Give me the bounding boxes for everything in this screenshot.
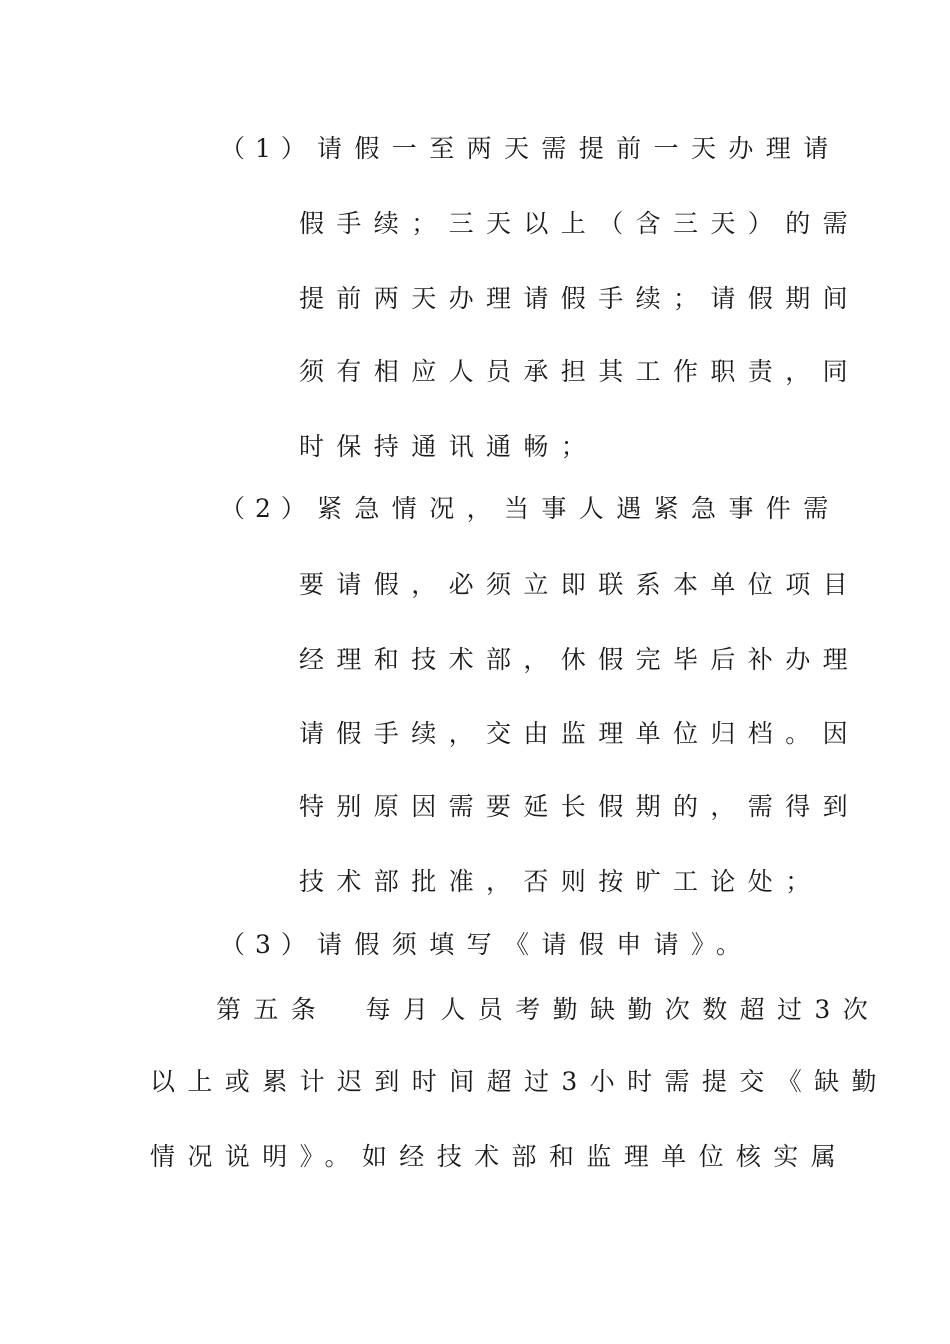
item-2-line-5: 特别原因需要延长假期的，需得到	[299, 792, 861, 821]
item-2-line-1: 紧急情况，当事人遇紧急事件需	[317, 494, 841, 523]
article-line-1: 第五条 每月人员考勤缺勤次数超过3次	[216, 995, 881, 1024]
item-3-marker: （3）	[220, 930, 316, 959]
item-2-marker: （2）	[220, 494, 316, 523]
item-2-line-3: 经理和技术部，休假完毕后补办理	[299, 645, 861, 674]
item-2-line-6: 技术部批准，否则按旷工论处；	[299, 867, 823, 896]
item-1-line-5: 时保持通讯通畅；	[299, 432, 599, 461]
item-1-line-2: 假手续；三天以上（含三天）的需	[299, 209, 861, 238]
item-1-line-4: 须有相应人员承担其工作职责，同	[299, 357, 861, 386]
article-line-3: 情况说明》。如经技术部和监理单位核实属	[150, 1142, 849, 1171]
item-1-marker: （1）	[220, 134, 316, 163]
item-1-line-3: 提前两天办理请假手续；请假期间	[299, 284, 861, 313]
article-line-2: 以上或累计迟到时间超过3小时需提交《缺勤	[150, 1067, 889, 1096]
item-1-line-1: 请假一至两天需提前一天办理请	[317, 134, 841, 163]
item-2-line-4: 请假手续，交由监理单位归档。因	[299, 719, 861, 748]
item-3-line-1: 请假须填写《请假申请》。	[317, 930, 754, 959]
item-2-line-2: 要请假，必须立即联系本单位项目	[299, 570, 861, 599]
